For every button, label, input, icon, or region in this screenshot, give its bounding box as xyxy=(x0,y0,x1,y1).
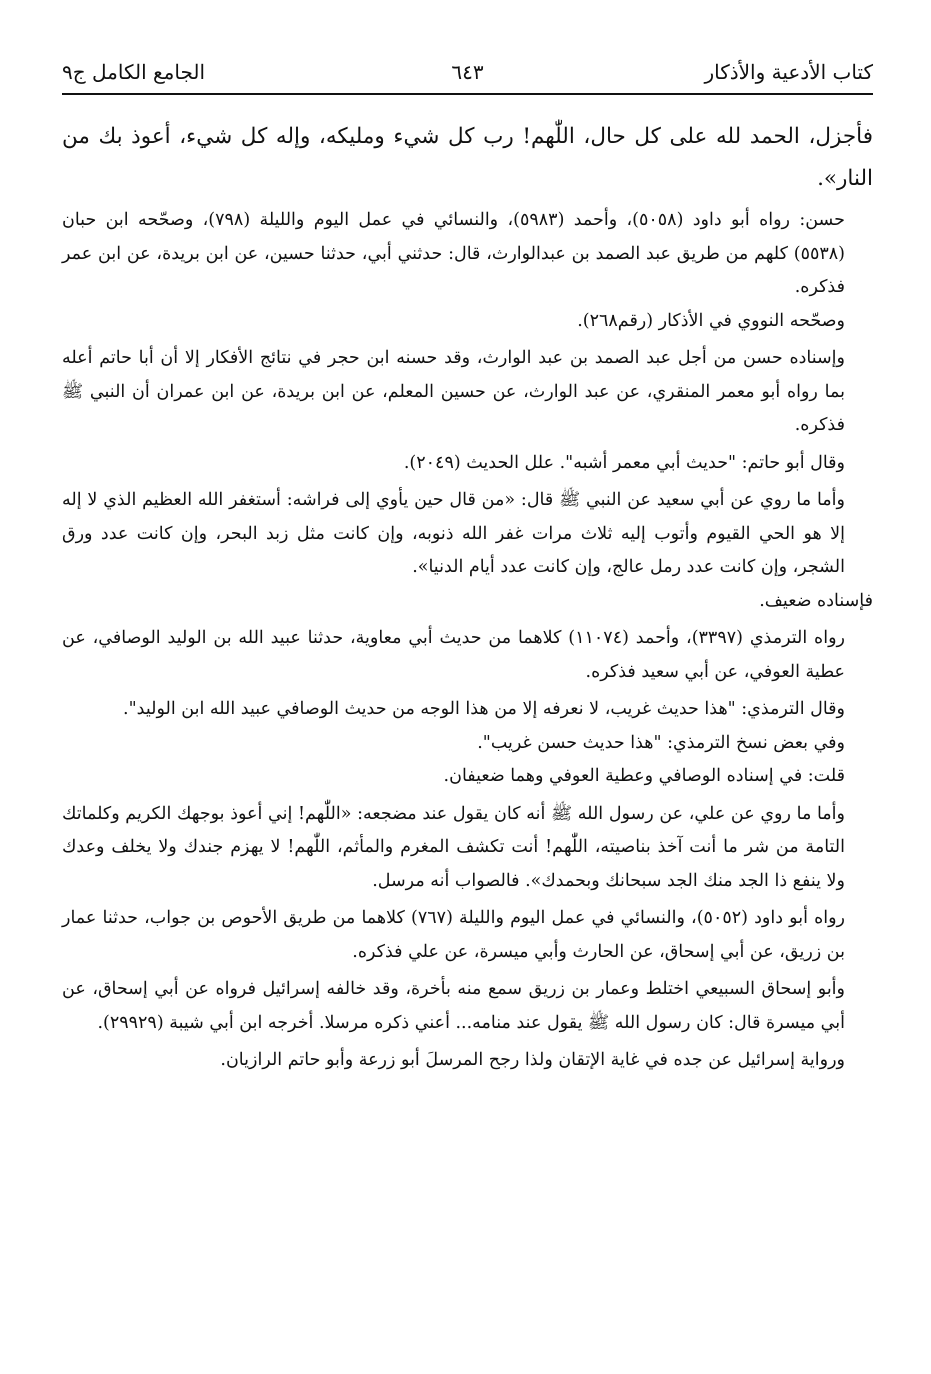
nawawi-note: وصحّحه النووي في الأذكار (رقم٢٦٨). xyxy=(577,310,845,331)
author-comment: قلت: في إسناده الوصافي وعطية العوفي وهما ضعيفان. xyxy=(443,766,845,786)
tirmidhi-quote: وقال الترمذي: "هذا حديث غريب، لا نعرفه إلا من هذا الوجه من حديث الوصافي عبيد الله ابن الوليد". xyxy=(123,699,845,719)
israil-paragraph: ورواية إسرائيل عن جده في غاية الإتقان ولذا رجح المرسلَ أبو زرعة وأبو حاتم الرازيان. xyxy=(220,1050,845,1070)
isnad-paragraph: وإسناده حسن من أجل عبد الصمد بن عبد الوارث، وقد حسنه ابن حجر في نتائج الأفكار إلا أن أبا حاتم أعله بما رواه أبو معمر المنقري، عن عبد الوارث، عن حسين المعلم، عن ابن بريدة، عن ابن عمران أن النبي ﷺ فذكره. xyxy=(62,348,845,435)
book-title: كتاب الأدعية والأذكار xyxy=(704,60,873,84)
abu-hatim-quote: وقال أبو حاتم: "حديث أبي معمر أشبه". علل الحديث (٢٠٤٩). xyxy=(403,452,845,473)
abu-said-narration: وأما ما روي عن أبي سعيد عن النبي ﷺ قال: «من قال حين يأوي إلى فراشه: أستغفر الله العظيم الذي لا إله إلا هو الحي القيوم وأتوب إليه ثلاث مرات غفر الله ذنوبه، وإن كانت مثل زبد البحر، وإن كانت عدد ورق الشجر، وإن كانت عدد رمل عالج، وإن كانت عدد أيام الدنيا». xyxy=(62,490,845,577)
ali-narration: وأما ما روي عن علي، عن رسول الله ﷺ أنه كان يقول عند مضجعه: «اللّٰهم! إني أعوذ بوجهك الكريم وكلماتك التامة من شر ما أنت آخذ بناصيته، اللّٰهم! أنت تكشف المغرم والمأثم، اللّٰهم! لا يهزم جندك ولا يخلف وعدك ولا ينفع ذا الجد منك الجد سبحانك وبحمدك». فالصواب أنه مرسل. xyxy=(62,803,845,891)
tirmidhi-narration: رواه الترمذي (٣٣٩٧)، وأحمد (١١٠٧٤) كلاهما من حديث أبي معاوية، حدثنا عبيد الله بن الوليد الوصافي، عن عطية العوفي، عن أبي سعيد فذكره. xyxy=(62,628,845,682)
abu-dawud-narration: رواه أبو داود (٥٠٥٢)، والنسائي في عمل اليوم والليلة (٧٦٧) كلاهما من طريق الأحوص بن جواب، حدثنا عمار بن زريق، عن أبي إسحاق، عن الحارث وأبي ميسرة، عن علي فذكره. xyxy=(62,908,846,962)
page-header xyxy=(62,0,873,96)
abu-ishaq-paragraph: وأبو إسحاق السبيعي اختلط وعمار بن زريق سمع منه بأخرة، وقد خالفه إسرائيل فرواه عن أبي إسحاق، عن أبي ميسرة قال: كان رسول الله ﷺ يقول عند منامه... أعني ذكره مرسلا. أخرجه ابن أبي شيبة (٢٩٩٢٩). xyxy=(62,979,845,1033)
tirmidhi-copy-note: وفي بعض نسخ الترمذي: "هذا حديث حسن غريب". xyxy=(477,732,845,753)
weak-isnad-note: فإسناده ضعيف. xyxy=(759,590,873,611)
header-rule xyxy=(62,93,873,95)
hadith-text-ending: فأجزل، الحمد لله على كل حال، اللّٰهم! رب كل شيء ومليكه، وإله كل شيء، أعوذ بك من النار». xyxy=(62,124,873,191)
collection-title: الجامع الكامل ج٩ xyxy=(62,60,206,84)
page-number: ٦٤٣ xyxy=(451,60,484,84)
page-content xyxy=(62,116,873,1078)
grading-paragraph: حسن: رواه أبو داود (٥٠٥٨)، وأحمد (٥٩٨٣)، والنسائي في عمل اليوم والليلة (٧٩٨)، وصحّحه ابن حبان (٥٥٣٨) كلهم من طريق عبد الصمد بن عبدالوارث، قال: حدثني أبي، حدثنا حسين، عن ابن بريدة، عن ابن عمر فذكره. xyxy=(62,210,845,297)
